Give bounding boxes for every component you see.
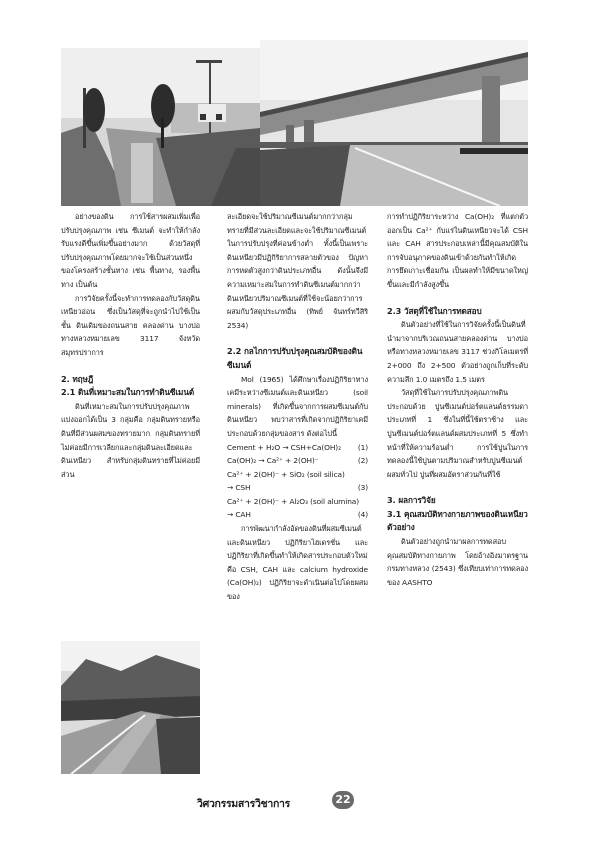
mountain-road-photo: [61, 641, 200, 774]
paragraph: การพัฒนากำลังอัดของดินที่ผสมซีเมนต์และดินเหนียว ปฏิกิริยาไฮเดรชั่น และปฏิกิริยาที่เกิดขึ้นทำให้เกิดสารประกอบตัวใหม่ คือ CSH, CAH และ calcium hydroxide (Ca(OH)₂) ปฏิกิริยาจะดำเนินต่อไปโดยผสมของ: [227, 524, 368, 602]
paragraph: การทำปฏิกิริยาระหว่าง Ca(OH)₂ ที่แตกตัวออกเป็น Ca²⁺ กับแร่ในดินเหนียวจะได้ CSH และ CAH สารประกอบเหล่านี้มีคุณสมบัติในการจับอนุภาคของดินเข้าด้วยกันทำให้เกิดการยึดเกาะเชื่อมกัน เป็นผลทำให้มีขนาดใหญ่ขึ้นและมีกำลังสูงขึ้น: [387, 212, 528, 289]
chemical-equations: [227, 441, 368, 523]
equation-line: [227, 454, 368, 468]
highway-flyover-photo: [260, 40, 528, 206]
equation-line: [227, 441, 368, 455]
text-column-1: [61, 210, 200, 481]
page-footer: [0, 791, 595, 813]
equation-text: Ca²⁺ + 2(OH)⁻ + SiO₂ (soil silica): [227, 469, 345, 479]
section-heading: 2.2 กลไกการปรับปรุงคุณสมบัติของดินซีเมนต์: [227, 346, 363, 370]
section-heading: 2. ทฤษฎี: [61, 373, 94, 384]
equation-number: (1): [357, 442, 368, 452]
equation-number: (3): [357, 483, 368, 493]
road-median-trees-photo: [61, 48, 260, 206]
section-heading: 3.1 คุณสมบัติทางกายภาพของดินเหนียวตัวอย่าง: [387, 508, 528, 533]
paragraph: ดินตัวอย่างถูกนำมาผลการทดสอบคุณสมบัติทางกายภาพ โดยอ้างอิงมาตรฐานกรมทางหลวง (2543) ซึ่งเทียบเท่าการทดลองของ AASHTO: [387, 537, 528, 587]
paragraph: ดินที่เหมาะสมในการปรับปรุงคุณภาพ แบ่งออกได้เป็น 3 กลุ่มคือ กลุ่มดินทรายหรือดินที่มีส่วนผสมของทรายมาก กลุ่มดินทรายที่ไม่ค่อยมีการเวลียกและกลุ่มดินละเอียดและดินเหนียว สำหรับกลุ่มดินทรายที่ไม่ค่อยมีส่วน: [61, 401, 200, 479]
paragraph: Mol (1965) ได้ศึกษาเรื่องปฏิกิริยาทางเคมีระหว่างซีเมนต์และดินเหนียว (soil minerals) ที่เกิดขึ้นจากการผสมซีเมนต์กับดินเหนียว พบว่าสารที่เกิดจากปฏิกิริยาเคมีประกอบด้วยกลุ่มของสาร ดังต่อไปนี้: [227, 374, 368, 438]
equation-line: [227, 481, 368, 495]
equation-text: Ca²⁺ + 2(OH)⁻ + Al₂O₃ (soil alumina): [227, 496, 360, 506]
paragraph: ดินตัวอย่างที่ใช้ในการวิจัยครั้งนี้เป็นดินที่นำมาจากบริเวณถนนสายคลองด่าน บางบ่อ หรือทางหลวงหมายเลข 3117 ช่วงกิโลเมตรที่ 2+000 ถึง 2+500 ตัวอย่างถูกเก็บที่ระดับความลึก 1.0 เมตรถึง 1.5 เมตร: [387, 320, 528, 384]
page-number-badge: 22: [332, 791, 354, 809]
equation-number: (2): [357, 456, 368, 466]
paragraph: วัสดุที่ใช้ในการปรับปรุงคุณภาพดินประกอบด้วย ปูนซีเมนต์ปอร์ตแลนด์ธรรมดาประเภทที่ 1 ซึ่งในที่นี้ใช้ตราช้าง และปูนซีเมนต์ปอร์ตแลนด์ผสมประเภทที่ 5 ซึ่งทำหน้าที่ให้ความร้อนต่ำ การใช้ปูนในการทดลองนี้ใช้ปูนตามปริมาณสำหรับปูนซีเมนต์ผสมทั่วไป ปูนที่ผสมอัตราส่วนกันที่ใช้: [387, 388, 528, 479]
text-column-3: [387, 210, 528, 589]
paragraph: การวิจัยครั้งนี้จะทำการทดลองกับวัสดุดินเหนียวอ่อน ซึ่งเป็นวัสดุที่จะถูกนำไปใช้เป็นชั้น ดินเดิมของถนนสาย คลองด่าน บางบ่อ ทางหลวงหมายเลข 3117 จังหวัดสมุทรปราการ: [61, 293, 200, 357]
section-heading: 3. ผลการวิจัย: [387, 495, 436, 506]
equation-text: → CSH: [227, 483, 251, 493]
section-heading: 2.3 วัสดุที่ใช้ในการทดสอบ: [387, 305, 482, 316]
equation-number: (4): [357, 510, 368, 520]
equation-line: [227, 468, 368, 482]
paragraph: ละเอียดจะใช้ปริมาณซีเมนต์มากกว่ากลุ่มทรายที่มีส่วนละเอียดและจะใช้ปริมาณซีเมนต์ในการปรับปรุงที่ค่อนข้างต่ำ ทั้งนี้เป็นเพราะดินเหนียวมีปฏิกิริยาการสลายตัวของ ปัญหาการหดตัวสูงกว่าดินประเภทอื่น ดังนั้นจึงมีความเหมาะสมในการทำดินซีเมนต์มากกว่าดินเหนียวปริมาณซีเมนต์ที่ใช้จะน้อยกว่าการผสมกับวัสดุประเภทอื่น (ทิพย์ จันทร์ทวีสิริ 2534): [227, 212, 368, 330]
equation-line: [227, 495, 368, 509]
equation-text: → CAH: [227, 510, 251, 520]
section-heading: 2.1 ดินที่เหมาะสมในการทำดินซีเมนต์: [61, 387, 195, 398]
equation-text: Ca(OH)₂ → Ca²⁺ + 2(OH)⁻: [227, 456, 319, 466]
equation-text: Cement + H₂O → CSH+Ca(OH)₂: [227, 442, 341, 452]
text-column-2: [227, 210, 368, 604]
equation-line: [227, 508, 368, 522]
paragraph: อย่างของดิน การใช้สารผสมเพิ่มเพื่อปรับปรุงคุณภาพ เช่น ซีเมนต์ จะทำให้กำลังรับแรงดีขึ้นเพิ่มขึ้นอย่างมาก ด้วยวัสดุที่ปรับปรุงคุณภาพโดยมากจะใช้เป็นส่วนหนึ่งของโครงสร้างชั้นทาง เช่น พื้นทาง, รองพื้นทาง เป็นต้น: [61, 212, 200, 289]
journal-title: วิศวกรรมสารวิชาการ: [197, 798, 290, 810]
